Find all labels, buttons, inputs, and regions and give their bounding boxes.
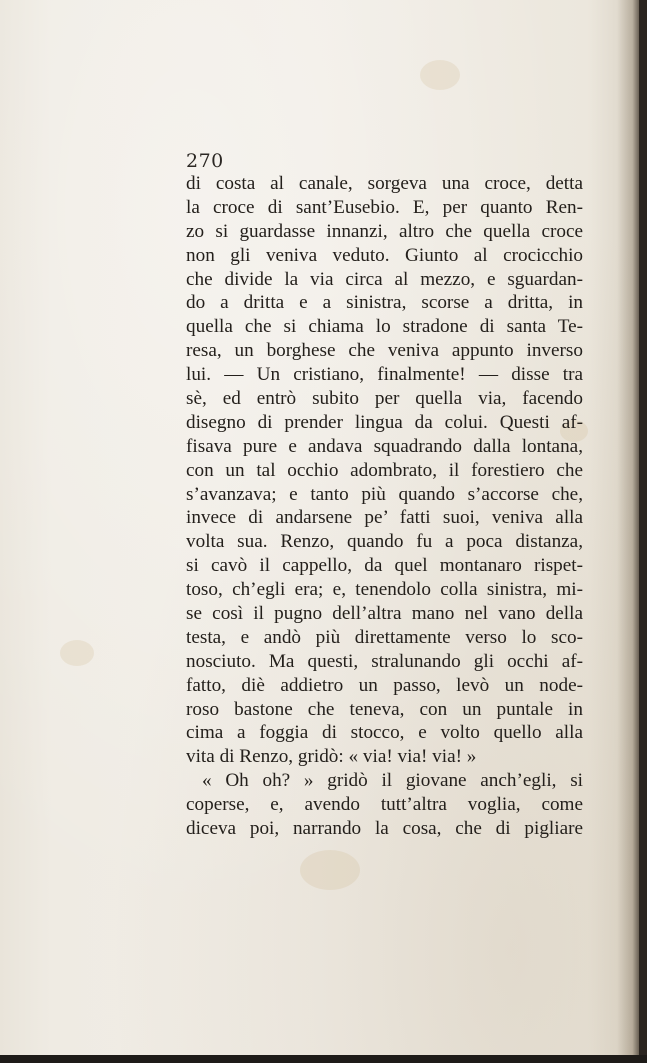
text-line: roso bastone che teneva, con un puntale in	[186, 698, 583, 720]
text-line: toso, ch’egli era; e, tenendolo colla sinistra, mi-	[186, 579, 583, 601]
paper-stain	[60, 640, 94, 666]
text-line: do a dritta e a sinistra, scorse a dritta, in	[186, 292, 583, 314]
text-line: resa, un borghese che veniva appunto inverso	[186, 340, 583, 362]
text-line: « Oh oh? » gridò il giovane anch’egli, si	[202, 770, 583, 792]
text-line: si cavò il cappello, da quel montanaro rispet-	[186, 555, 583, 577]
text-line: invece di andarsene pe’ fatti suoi, veniva alla	[186, 507, 583, 529]
text-line: fatto, diè addietro un passo, levò un node-	[186, 674, 583, 696]
text-line: non gli veniva veduto. Giunto al crocicchio	[186, 244, 583, 266]
text-line: con un tal occhio adombrato, il forestiero che	[186, 459, 583, 481]
text-line: di costa al canale, sorgeva una croce, detta	[186, 173, 583, 194]
text-line: che divide la via circa al mezzo, e sguardan-	[186, 268, 583, 290]
text-line: se così il pugno dell’altra mano nel vano della	[186, 603, 583, 625]
text-line: sè, ed entrò subito per quella via, facendo	[186, 388, 583, 410]
text-line: zo si guardasse innanzi, altro che quella croce	[186, 220, 583, 242]
text-line: volta sua. Renzo, quando fu a poca distanza,	[186, 531, 583, 553]
text-line: s’avanzava; e tanto più quando s’accorse che,	[186, 483, 583, 505]
paper-stain	[420, 60, 460, 90]
scan-border-bottom	[0, 1055, 647, 1063]
paper-stain	[300, 850, 360, 890]
page-number: 270	[186, 150, 224, 172]
text-line: nosciuto. Ma questi, stralunando gli occhi af-	[186, 650, 583, 672]
text-line: vita di Renzo, gridò: « via! via! via! »	[186, 746, 477, 768]
text-line: lui. — Un cristiano, finalmente! — disse tra	[186, 364, 583, 386]
text-line: quella che si chiama lo stradone di santa Te-	[186, 316, 583, 338]
text-line: testa, e andò più direttamente verso lo sco-	[186, 626, 583, 648]
text-line: diceva poi, narrando la cosa, che di pigliare	[186, 818, 583, 840]
text-line: disegno di prender lingua da colui. Questi af-	[186, 411, 583, 433]
text-line: coperse, e, avendo tutt’altra voglia, come	[186, 794, 583, 816]
text-line: fisava pure e andava squadrando dalla lontana,	[186, 435, 583, 457]
body-text	[186, 172, 583, 841]
text-line: cima a foggia di stocco, e volto quello alla	[186, 722, 583, 744]
text-line: la croce di sant’Eusebio. E, per quanto Ren-	[186, 196, 583, 218]
page-edge-shadow	[617, 0, 639, 1055]
scan-border-right	[639, 0, 647, 1063]
